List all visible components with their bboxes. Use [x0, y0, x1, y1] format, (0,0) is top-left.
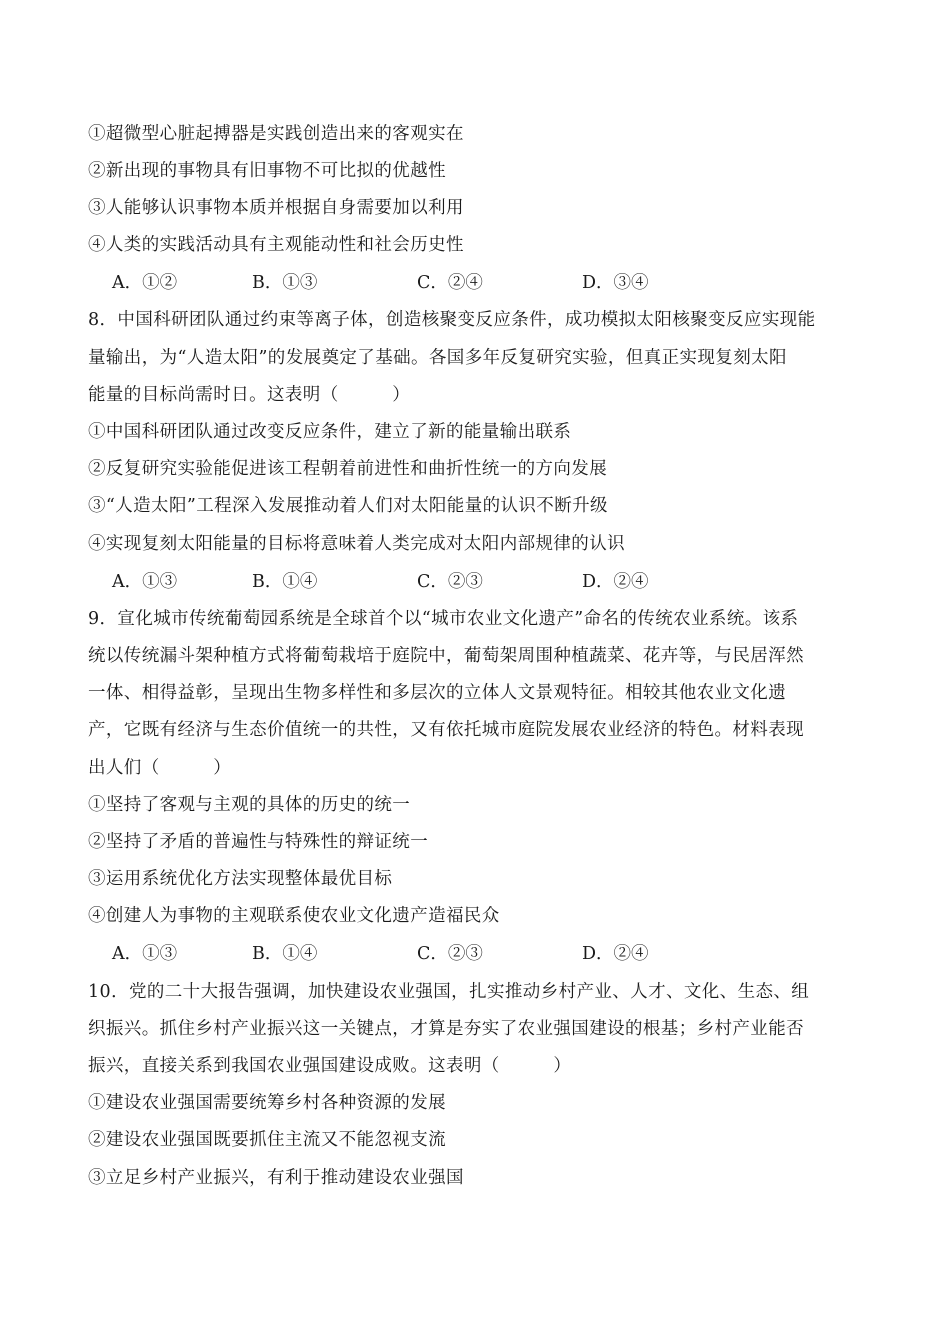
q9-choice-c: C．②③	[417, 944, 483, 964]
q8-stem-line-3: 能量的目标尚需时日。这表明（ ）	[88, 385, 411, 405]
q9-stem-line-5: 出人们（ ）	[88, 758, 232, 778]
q8-stem-line-1: 8．中国科研团队通过约束等离子体，创造核聚变反应条件，成功模拟太阳核聚变反应实现能	[88, 310, 816, 330]
q9-stem-line-2: 统以传统漏斗架种植方式将葡萄栽培于庭院中，葡萄架周围种植蔬菜、花卉等，与民居浑然	[88, 646, 804, 666]
q9-choice-b: B．①④	[252, 944, 318, 964]
q9-option-4: ④创建人为事物的主观联系使农业文化遗产造福民众	[88, 906, 500, 926]
q8-choice-c: C．②③	[417, 572, 483, 592]
q8-option-3: ③“人造太阳”工程深入发展推动着人们对太阳能量的认识不断升级	[88, 496, 608, 516]
q9-option-1: ①坚持了客观与主观的具体的历史的统一	[88, 795, 411, 815]
q7-choice-c: C．②④	[417, 273, 483, 293]
q8-option-1: ①中国科研团队通过改变反应条件，建立了新的能量输出联系	[88, 422, 572, 442]
q8-choice-d: D．②④	[582, 572, 649, 592]
q10-stem-line-2: 织振兴。抓住乡村产业振兴这一关键点，才算是夯实了农业强国建设的根基；乡村产业能否	[88, 1019, 804, 1039]
q7-option-3: ③人能够认识事物本质并根据自身需要加以利用	[88, 198, 464, 218]
q10-stem-line-3: 振兴，直接关系到我国农业强国建设成败。这表明（ ）	[88, 1056, 572, 1076]
q7-option-2: ②新出现的事物具有旧事物不可比拟的优越性	[88, 161, 446, 181]
q8-choice-b: B．①④	[252, 572, 318, 592]
q9-option-3: ③运用系统优化方法实现整体最优目标	[88, 869, 393, 889]
q10-stem-line-1: 10．党的二十大报告强调，加快建设农业强国，扎实推动乡村产业、人才、文化、生态、组	[88, 982, 810, 1002]
q10-option-3: ③立足乡村产业振兴，有利于推动建设农业强国	[88, 1168, 464, 1188]
q10-option-2: ②建设农业强国既要抓住主流又不能忽视支流	[88, 1130, 446, 1150]
q9-option-2: ②坚持了矛盾的普遍性与特殊性的辩证统一	[88, 832, 429, 852]
q8-option-2: ②反复研究实验能促进该工程朝着前进性和曲折性统一的方向发展	[88, 459, 608, 479]
q9-stem-line-1: 9．宣化城市传统葡萄园系统是全球首个以“城市农业文化遗产”命名的传统农业系统。该系	[88, 609, 799, 629]
q10-option-1: ①建设农业强国需要统筹乡村各种资源的发展	[88, 1093, 446, 1113]
q8-choice-a: A．①③	[112, 572, 178, 592]
q8-option-4: ④实现复刻太阳能量的目标将意味着人类完成对太阳内部规律的认识	[88, 534, 625, 554]
q9-stem-line-3: 一体、相得益彰，呈现出生物多样性和多层次的立体人文景观特征。相较其他农业文化遗	[88, 683, 787, 703]
q9-stem-line-4: 产，它既有经济与生态价值统一的共性，又有依托城市庭院发展农业经济的特色。材料表现	[88, 720, 804, 740]
q7-choice-d: D．③④	[582, 273, 649, 293]
q7-choice-a: A．①②	[112, 273, 178, 293]
q7-option-1: ①超微型心脏起搏器是实践创造出来的客观实在	[88, 124, 464, 144]
q9-choice-d: D．②④	[582, 944, 649, 964]
q7-option-4: ④人类的实践活动具有主观能动性和社会历史性	[88, 235, 464, 255]
q7-choice-b: B．①③	[252, 273, 318, 293]
q9-choice-a: A．①③	[112, 944, 178, 964]
q8-stem-line-2: 量输出，为“人造太阳”的发展奠定了基础。各国多年反复研究实验，但真正实现复刻太阳	[88, 348, 787, 368]
